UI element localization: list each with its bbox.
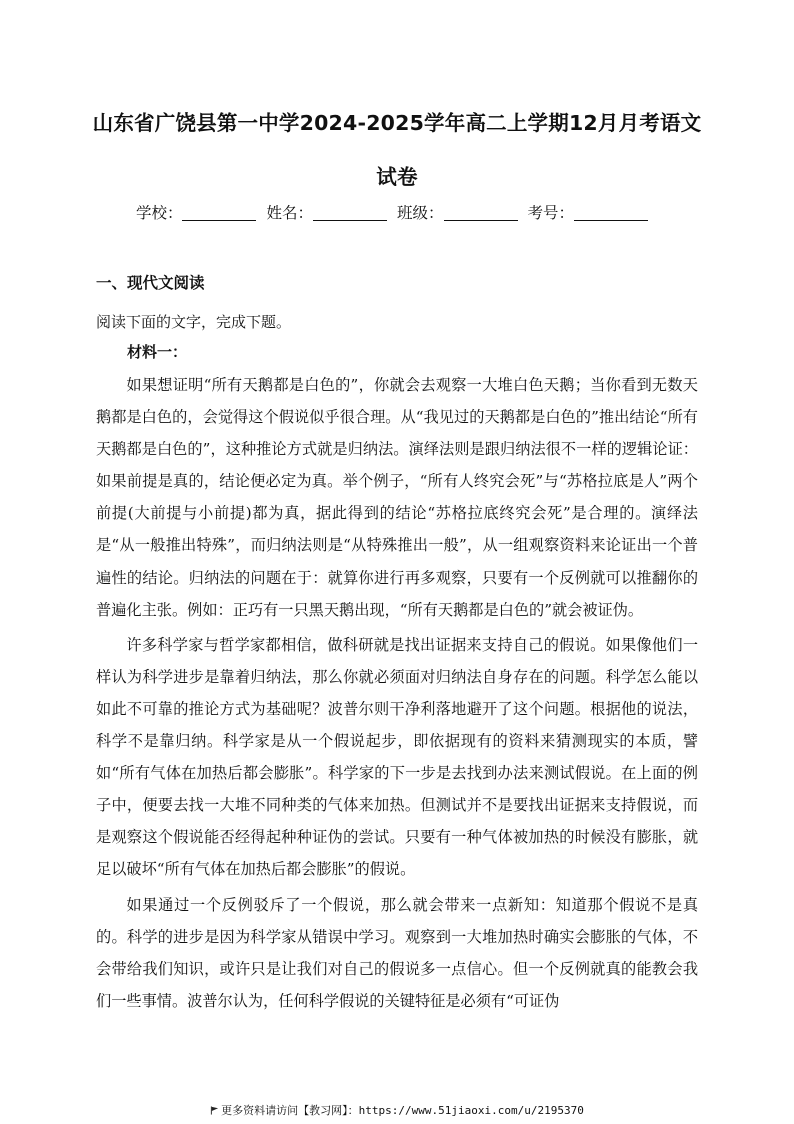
exam-number-label: 考号： [527, 204, 575, 222]
school-label: 学校： [135, 204, 183, 222]
flag-icon [210, 1106, 219, 1115]
class-label: 班级： [397, 204, 444, 222]
footer-link[interactable] [0, 1104, 794, 1118]
exam-title: 山东省广饶县第一中学2024-2025学年高二上学期12月月考语文试卷 [92, 111, 702, 189]
paragraph: 许多科学家与哲学家都相信，做科研就是找出证据来支持自己的假说。如果像他们一样认为科学进步是靠着归纳法，那么你就必须面对归纳法自身存在的问题。科学怎么能以如此不可靠的推论方式为基础呢？波普尔则干净利落地避开了这个问题。根据他的说法，科学不是靠归纳。科学家是从一个假说起步，即依据现有的资料来猜测现实的本质，譬如“所有气体在加热后都会膨胀”。科学家的下一步是去找到办法来测试假说。在上面的例子中，便要去找一大堆不同种类的气体来加热。但测试并不是要找出证据来支持假说，而是观察这个假说能否经得起种种证伪的尝试。只要有一种气体被加热的时候没有膨胀，就足以破坏“所有气体在加热后都会膨胀”的假说。 [96, 635, 698, 879]
exam-number-blank [574, 202, 648, 221]
student-info-row [0, 200, 794, 226]
material-label: 材料一： [127, 343, 188, 361]
section-heading: 一、现代文阅读 [96, 274, 205, 292]
paragraph: 如果通过一个反例驳斥了一个假说，那么就会带来一点新知：知道那个假说不是真的。科学的进步是因为科学家从错误中学习。观察到一大堆加热时确实会膨胀的气体，不会带给我们知识，或许只是让我们对自己的假说多一点信心。但一个反例就真的能教会我们一些事情。波普尔认为，任何科学假说的关键特征是必须有“可证伪 [96, 895, 698, 1010]
class-blank [444, 202, 518, 221]
paragraph: 如果想证明“所有天鹅都是白色的”，你就会去观察一大堆白色天鹅；当你看到无数天鹅都是白色的，会觉得这个假说似乎很合理。从“我见过的天鹅都是白色的”推出结论“所有天鹅都是白色的”，这种推论方式就是归纳法。演绎法则是跟归纳法很不一样的逻辑论证：如果前提是真的，结论便必定为真。举个例子，“所有人终究会死”与“苏格拉底是人”两个前提(大前提与小前提)都为真，据此得到的结论“苏格拉底终究会死”是合理的。演绎法是“从一般推出特殊”，而归纳法则是“从特殊推出一般”，从一组观察资料来论证出一个普遍性的结论。归纳法的问题在于：就算你进行再多观察，只要有一个反例就可以推翻你的普遍化主张。例如：正巧有一只黑天鹅出现，“所有天鹅都是白色的”就会被证伪。 [96, 376, 698, 619]
footer-text: 更多资料请访问【教习网】：https://www.51jiaoxi.com/u/2195370 [221, 1104, 584, 1117]
name-label: 姓名： [266, 204, 313, 222]
material-body [96, 369, 698, 1020]
reading-instruction: 阅读下面的文字，完成下题。 [96, 313, 292, 331]
name-blank [313, 202, 387, 221]
school-blank [182, 202, 256, 221]
